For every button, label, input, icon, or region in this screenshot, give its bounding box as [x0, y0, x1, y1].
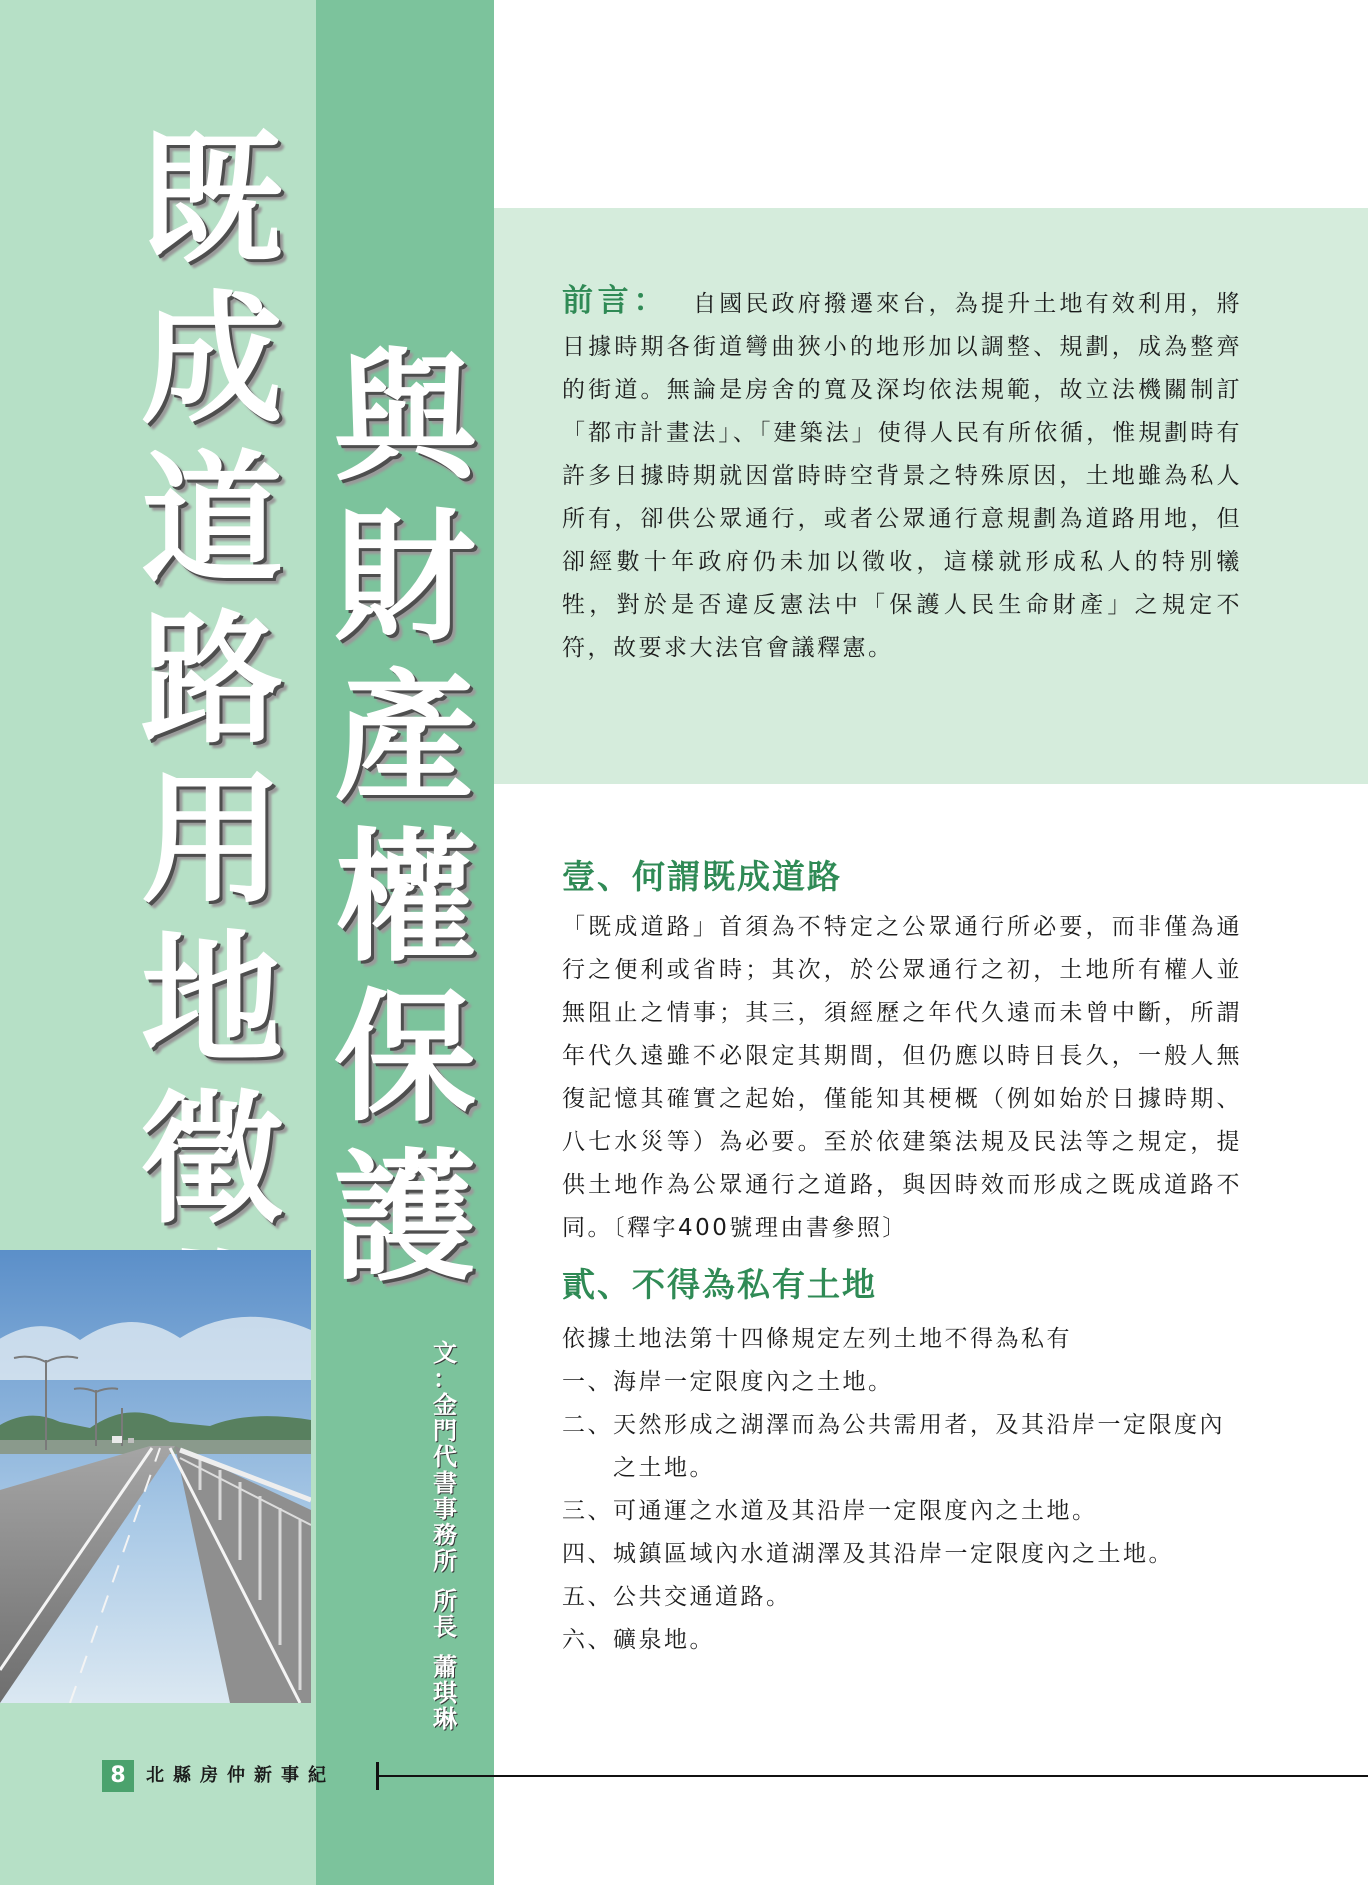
- main-sections: [562, 852, 1242, 1662]
- list-item: [562, 1490, 1242, 1533]
- list-item-text: 天然形成之湖澤而為公共需用者，及其沿岸一定限度內之土地。: [613, 1412, 1225, 1481]
- section-1-body: 「既成道路」首須為不特定之公眾通行所必要，而非僅為通行之便利或省時；其次，於公眾通行之初，土地所有權人並無阻止之情事；其三，須經歷之年代久遠而未曾中斷，所謂年代久遠雖不必限定其期間，但仍應以時日長久，一般人無復記憶其確實之起始，僅能知其梗概（例如始於日據時期、八七水災等）為必要。至於依建築法規及民法等之規定，提供土地作為公眾通行之道路，與因時效而形成之既成道路不同。〔釋字400號理由書參照〕: [562, 914, 1242, 1241]
- section-2-heading: 貳、不得為私有土地: [562, 1265, 877, 1304]
- list-item-text: 公共交通道路。: [613, 1584, 792, 1610]
- byline-org: 金 門 代 書 事 務 所: [433, 1391, 457, 1575]
- intro-section: [562, 280, 1242, 670]
- list-item: [562, 1533, 1242, 1576]
- list-item-text: 城鎮區域內水道湖澤及其沿岸一定限度內之土地。: [613, 1541, 1174, 1567]
- list-item: [562, 1404, 1242, 1490]
- list-item-marker: 六、: [562, 1627, 613, 1653]
- list-item: [562, 1361, 1242, 1404]
- byline-role: 所 長: [433, 1587, 457, 1641]
- list-item-marker: 二、: [562, 1412, 613, 1438]
- list-item-marker: 四、: [562, 1541, 613, 1567]
- section-2-intro: 依據土地法第十四條規定左列土地不得為私有: [562, 1326, 1072, 1352]
- byline-author: 蕭 琪 琳: [433, 1653, 457, 1733]
- title-line-2: 與 財 產 權 保 護: [334, 335, 476, 1301]
- restricted-land-list: [562, 1361, 1242, 1662]
- intro-label: 前言：: [562, 283, 670, 319]
- highway-road-photo: [0, 1250, 311, 1703]
- page-number: 8: [102, 1760, 134, 1792]
- list-item-marker: 三、: [562, 1498, 613, 1524]
- byline-prefix: 文 ：: [433, 1339, 457, 1393]
- list-item: [562, 1576, 1242, 1619]
- title-line-1: 既 成 道 路 用 地 徵: [141, 117, 283, 1243]
- list-item-marker: 一、: [562, 1369, 613, 1395]
- list-item: [562, 1619, 1242, 1662]
- section-1-heading: 壹、何謂既成道路: [562, 857, 842, 896]
- intro-text: 自國民政府撥遷來台，為提升土地有效利用，將日據時期各街道彎曲狹小的地形加以調整、規劃，成為整齊的街道。無論是房舍的寬及深均依法規範，故立法機關制訂「都市計畫法」、「建築法」使得人民有所依循，惟規劃時有許多日據時期就因當時時空背景之特殊原因，土地雖為私人所有，卻供公眾通行，或者公眾通行意規劃為道路用地，但卻經數十年政府仍未加以徵收，這樣就形成私人的特別犧牲，對於是否違反憲法中「保護人民生命財產」之規定不符，故要求大法官會議釋憲。: [562, 291, 1243, 661]
- intro-paragraph: [562, 280, 1242, 670]
- byline: [428, 1340, 462, 1732]
- magazine-name: 北縣房仲新事紀: [146, 1765, 335, 1786]
- list-item-text: 海岸一定限度內之土地。: [613, 1369, 894, 1395]
- footer-rule: [379, 1775, 1368, 1777]
- list-item-text: 礦泉地。: [613, 1627, 715, 1653]
- list-item-marker: 五、: [562, 1584, 613, 1610]
- list-item-text: 可通運之水道及其沿岸一定限度內之土地。: [613, 1498, 1098, 1524]
